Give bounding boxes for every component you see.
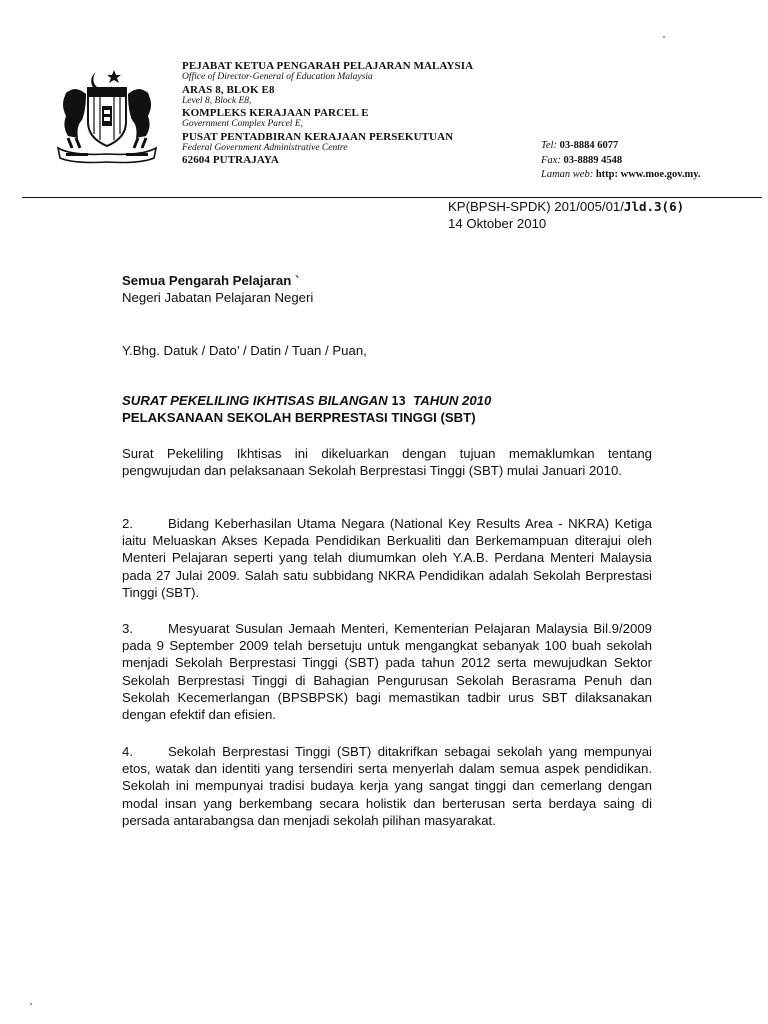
subject-line-2: PELAKSANAAN SEKOLAH BERPRESTASI TINGGI (SBT) (122, 410, 476, 425)
paragraph-text: Mesyuarat Susulan Jemaah Menteri, Kementerian Pelajaran Malaysia Bil.9/2009 pada 9 September 2009 telah bersetuju untuk mengangkat sebanyak 100 buah sekolah menjadi Sekolah Berprestasi Tinggi (SBT) pada tahun 2012 serta mewujudkan Sektor Sekolah Berprestasi Tinggi di Bahagian Pengurusan Sekolah Berasrama Penuh dan Sekolah Kecemerlangan (BPSBPSK) bagi memastikan tadbir urus SBT dilaksanakan dengan efektif dan efisien. (122, 621, 652, 723)
paragraph-number: 3. (122, 621, 133, 636)
paragraph-text: Sekolah Berprestasi Tinggi (SBT) ditakrifkan sebagai sekolah yang mempunyai etos, watak dan identiti yang tersendiri serta menyerlah dalam semua aspek pendidikan. Sekolah ini mempunyai tradisi budaya kerja yang sangat tinggi dan cemerlang dengan modal insan yang berkembang secara holistik dan berterusan serta berdaya saing di persada antarabangsa dan menjadi sekolah pilihan masyarakat. (122, 744, 652, 828)
paragraph-number: 4. (122, 744, 133, 759)
address-centre: PUSAT PENTADBIRAN KERAJAAN PERSEKUTUAN (182, 130, 454, 143)
tel-value: 03-8884 6077 (559, 140, 619, 151)
subject-suffix: TAHUN 2010 (413, 393, 492, 408)
scan-speck (663, 36, 665, 38)
tel-line (541, 139, 761, 154)
paragraph-1 (122, 445, 652, 479)
address-complex: KOMPLEKS KERAJAAN PARCEL E (182, 107, 369, 120)
reference-block (448, 198, 684, 232)
subject-line-1 (122, 392, 652, 410)
recipient-subtitle: Negeri Jabatan Pelajaran Negeri (122, 290, 314, 305)
paragraph-text: Surat Pekeliling Ikhtisas ini dikeluarkan dengan tujuan memaklumkan tentang pengwujudan dan pelaksanaan Sekolah Berprestasi Tinggi (SBT) mulai Januari 2010. (122, 446, 652, 479)
fax-line (541, 154, 761, 169)
reference-number: KP(BPSH-SPDK) 201/005/01/ (448, 199, 624, 214)
reference-date: 14 Oktober 2010 (448, 216, 547, 231)
recipient-title: Semua Pengarah Pelajaran ` (122, 273, 300, 288)
web-label: Laman web: (541, 169, 594, 181)
fax-value: 03-8889 4548 (563, 154, 623, 166)
paragraph-2 (122, 515, 652, 601)
web-line (541, 168, 761, 183)
scan-speck (30, 1003, 32, 1005)
coat-of-arms-icon (52, 64, 162, 164)
address-centre-en: Federal Government Administrative Centre (182, 142, 348, 153)
org-name: PEJABAT KETUA PENGARAH PELAJARAN MALAYSIA (182, 60, 474, 72)
tel-label: Tel: (541, 140, 557, 151)
paragraph-3 (122, 620, 652, 723)
fax-label: Fax: (541, 154, 561, 166)
address-level: ARAS 8, BLOK E8 (182, 83, 275, 96)
paragraph-text: Bidang Keberhasilan Utama Negara (National Key Results Area - NKRA) Ketiga iaitu Meluaskan Akses Kepada Pendidikan Berkualiti dan Berkemampuan diterajui oleh Menteri Pelajaran seperti yang telah diumumkan oleh Y.A.B. Perdana Menteri Malaysia pada 27 Julai 2009. Salah satu subbidang NKRA Pendidikan adalah Sekolah Berprestasi Tinggi (SBT). (122, 516, 652, 600)
subject-prefix: SURAT PEKELILING IKHTISAS BILANGAN (122, 393, 388, 408)
reference-line (448, 198, 684, 215)
letterhead-address (182, 60, 542, 166)
reference-handwritten-suffix: Jld.3(6) (623, 199, 685, 214)
web-value: http: www.moe.gov.my. (595, 169, 701, 181)
address-level-en: Level 8, Block E8, (182, 95, 252, 106)
contact-block (541, 139, 761, 183)
org-name-en: Office of Director-General of Education Malaysia (182, 72, 373, 82)
paragraph-number: 2. (122, 516, 133, 531)
paragraph-4 (122, 743, 652, 829)
circular-number: 13 (391, 394, 406, 408)
salutation: Y.Bhg. Datuk / Dato’ / Datin / Tuan / Puan, (122, 343, 367, 358)
address-postcode: 62604 PUTRAJAYA (182, 154, 279, 167)
address-complex-en: Government Complex Parcel E, (182, 119, 303, 130)
